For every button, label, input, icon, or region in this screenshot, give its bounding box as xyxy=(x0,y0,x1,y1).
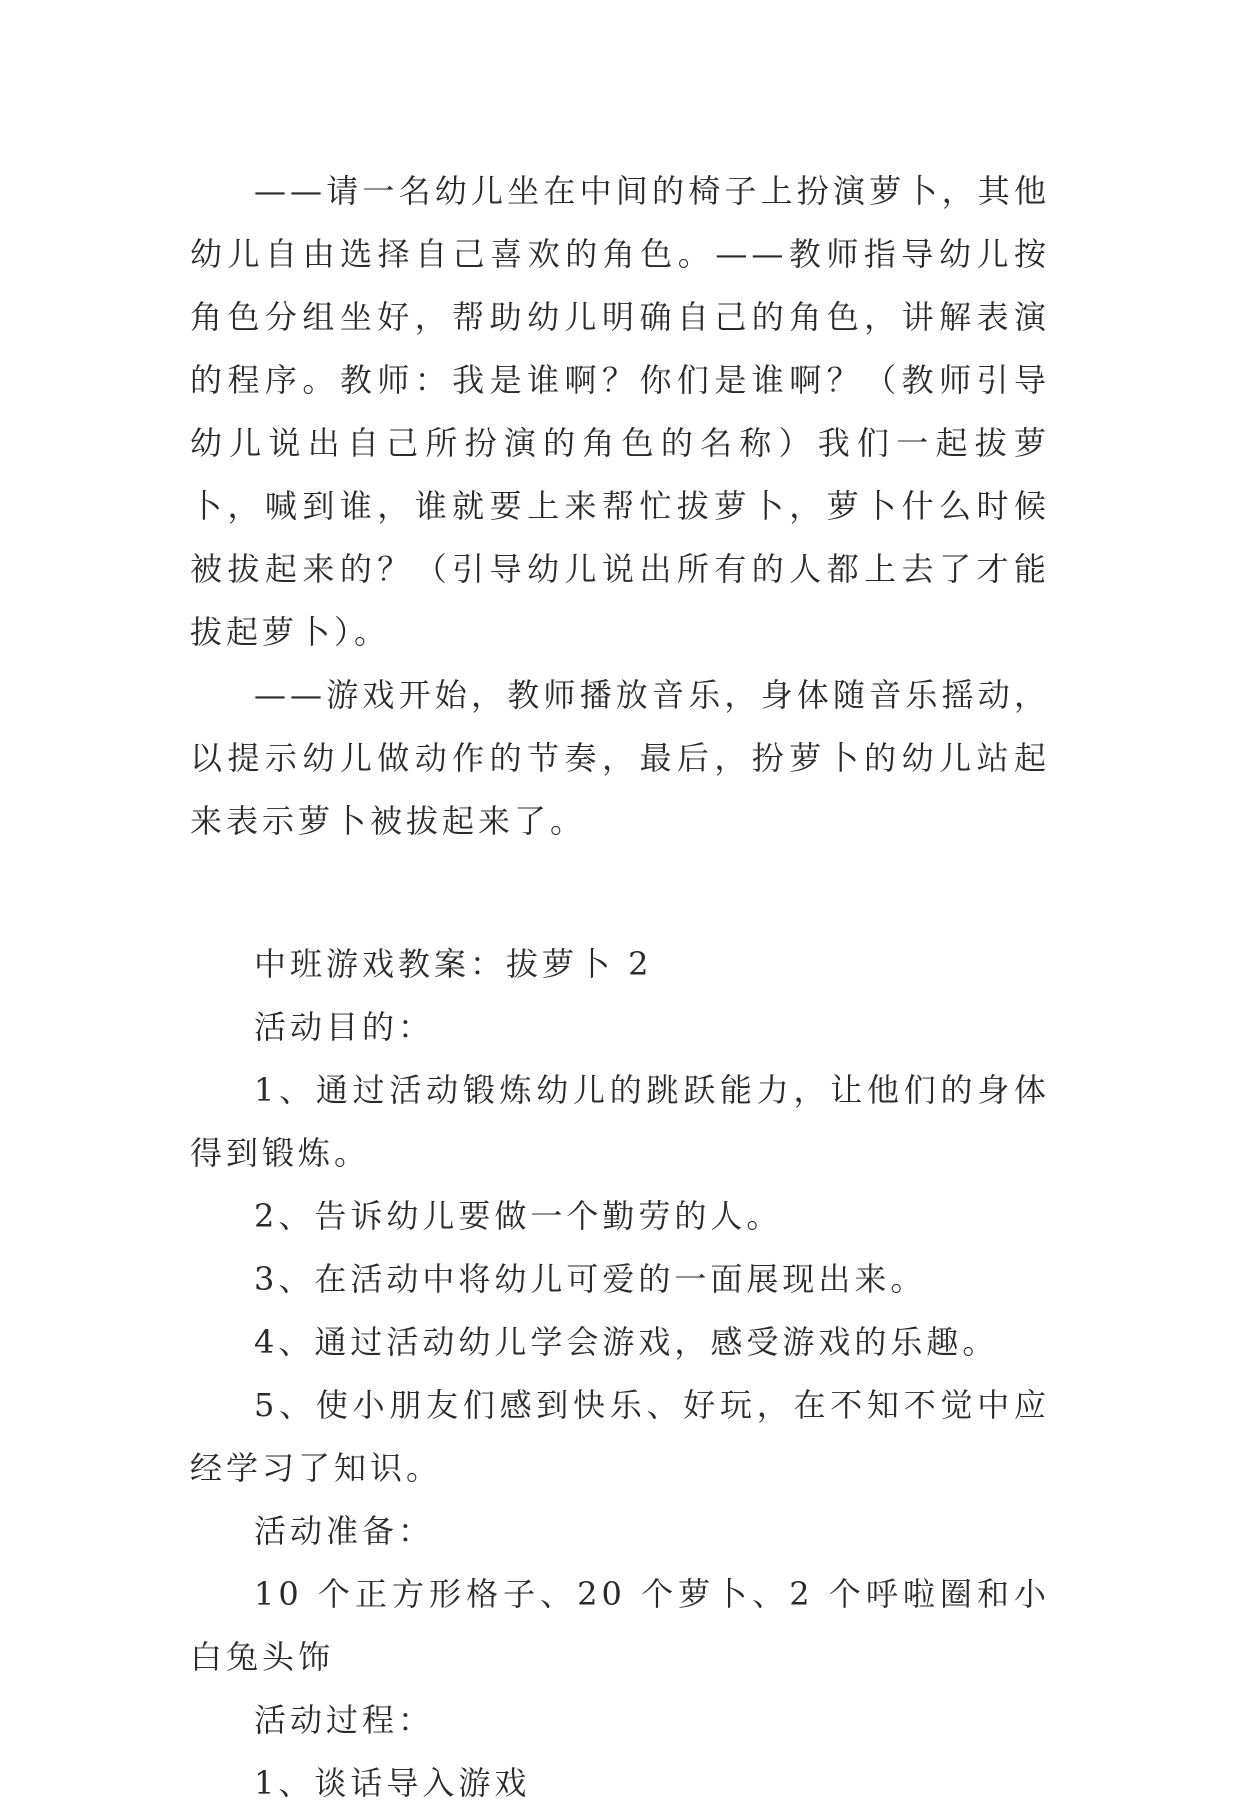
document-body xyxy=(190,160,1050,1815)
process-step: 1、谈话导入游戏 xyxy=(254,1764,531,1802)
goal-item: 2、告诉幼儿要做一个勤劳的人。 xyxy=(254,1197,783,1235)
goals-heading: 活动目的： xyxy=(254,1008,435,1046)
process-heading: 活动过程： xyxy=(254,1701,435,1739)
section-gap xyxy=(190,853,1050,933)
paragraph-game-start: ——游戏开始，教师播放音乐，身体随音乐摇动，以提示幼儿做动作的节奏，最后，扮萝卜的幼儿站起来表示萝卜被拔起来了。 xyxy=(190,676,1050,840)
goal-item: 3、在活动中将幼儿可爱的一面展现出来。 xyxy=(254,1260,927,1298)
goal-item: 5、使小朋友们感到快乐、好玩，在不知不觉中应经学习了知识。 xyxy=(190,1386,1050,1487)
goal-item: 1、通过活动锻炼幼儿的跳跃能力，让他们的身体得到锻炼。 xyxy=(190,1071,1050,1172)
section-title: 中班游戏教案：拔萝卜 2 xyxy=(254,945,653,983)
prep-heading: 活动准备： xyxy=(254,1512,435,1550)
goal-item: 4、通过活动幼儿学会游戏，感受游戏的乐趣。 xyxy=(254,1323,999,1361)
paragraph-role-assignment: ——请一名幼儿坐在中间的椅子上扮演萝卜，其他幼儿自由选择自己喜欢的角色。——教师指导幼儿按角色分组坐好，帮助幼儿明确自己的角色，讲解表演的程序。教师：我是谁啊？你们是谁啊？（教师引导幼儿说出自己所扮演的角色的名称）我们一起拔萝卜，喊到谁，谁就要上来帮忙拔萝卜，萝卜什么时候被拔起来的？（引导幼儿说出所有的人都上去了才能拔起萝卜）。 xyxy=(190,172,1050,651)
prep-items: 10 个正方形格子、20 个萝卜、2 个呼啦圈和小白兔头饰 xyxy=(190,1575,1050,1676)
